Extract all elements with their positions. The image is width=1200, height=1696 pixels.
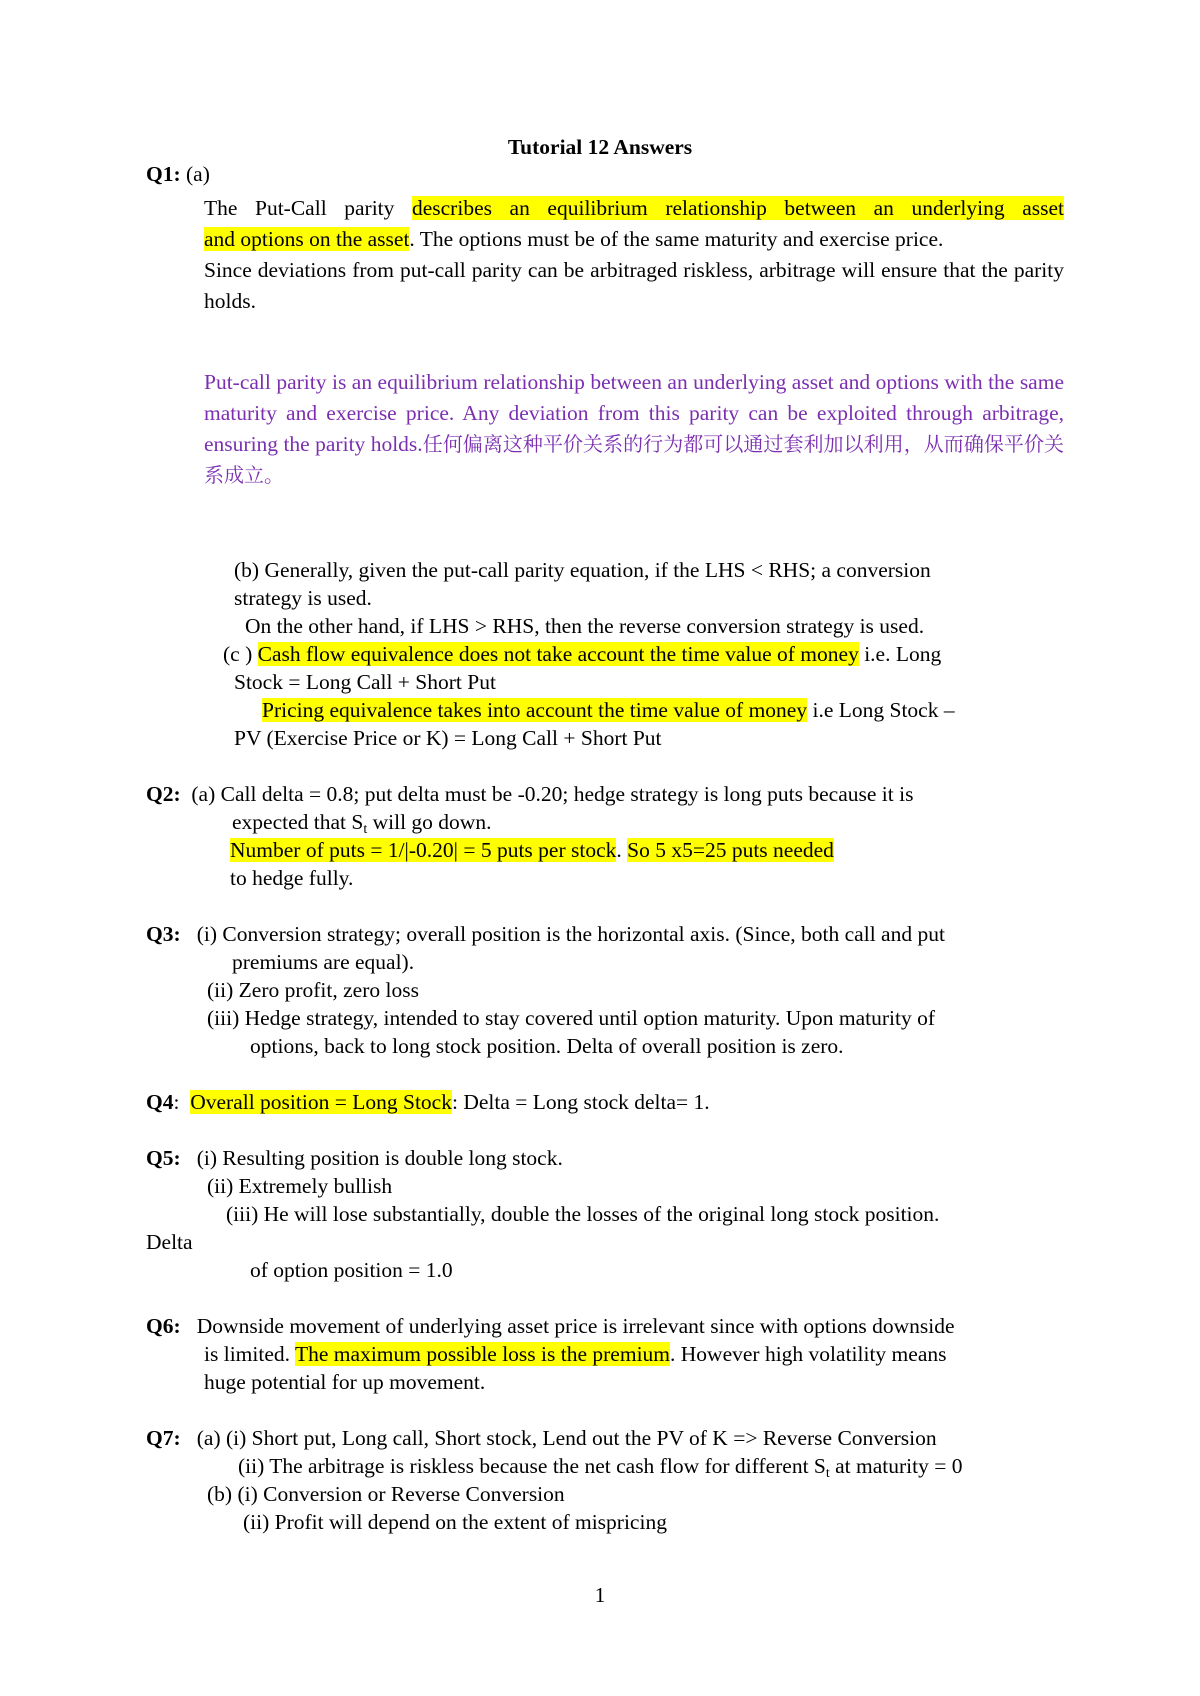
q3-line4: (iii) Hedge strategy, intended to stay covered until option maturity. Upon maturity of [207, 1006, 936, 1030]
q5-line2: (ii) Extremely bullish [207, 1174, 393, 1198]
q5-line1 [146, 1145, 563, 1171]
q1-b-line1: (b) Generally, given the put-call parity equation, if the LHS < RHS; a conversion [234, 558, 931, 582]
q6-line3: huge potential for up movement. [204, 1370, 486, 1394]
q6-line2-pre: is limited. [204, 1342, 295, 1366]
q2-highlight-2: So 5 x5=25 puts needed [627, 838, 834, 862]
q6-line2-post: . However high volatility means [670, 1342, 947, 1366]
q1-c-highlight: Cash flow equivalence does not take account the time value of money [257, 642, 859, 666]
q2-line1 [146, 781, 913, 807]
q1-b-line3: On the other hand, if LHS > RHS, then the reverse conversion strategy is used. [245, 614, 925, 638]
q1-c-line2: Stock = Long Call + Short Put [234, 670, 496, 694]
q2-highlight-1: Number of puts = 1/|-0.20| = 5 puts per stock [230, 838, 617, 862]
q1-c-pre: (c ) [223, 642, 258, 666]
q2-line2 [232, 809, 491, 835]
q7-text-1: (a) (i) Short put, Long call, Short stock, Lend out the PV of K => Reverse Conversion [196, 1426, 937, 1450]
q6-text-1: Downside movement of underlying asset price is irrelevant since with options downside [196, 1314, 955, 1338]
q1-b-line2: strategy is used. [234, 586, 372, 610]
q5-line3: (iii) He will lose substantially, double the losses of the original long stock position. [226, 1202, 940, 1226]
q7-line2-sub: t [825, 1466, 830, 1481]
q2-text-1: (a) Call delta = 0.8; put delta must be -0.20; hedge strategy is long puts because it is [191, 782, 914, 806]
q2-line2-post: will go down. [367, 810, 492, 834]
q3-line2: premiums are equal). [232, 950, 415, 974]
q1-c-line3 [262, 697, 955, 723]
q7-line4: (ii) Profit will depend on the extent of mispricing [243, 1510, 667, 1534]
q3-text-1: (i) Conversion strategy; overall position is the horizontal axis. (Since, both call and put [196, 922, 945, 946]
q1-heading [146, 161, 210, 187]
q7-line3: (b) (i) Conversion or Reverse Conversion [207, 1482, 565, 1506]
q5-label: Q5: [146, 1146, 181, 1170]
q1-p1-post: . The options must be of the same maturity and exercise price. [409, 227, 944, 251]
q1-para-rest: Since deviations from put-call parity can be arbitraged riskless, arbitrage will ensure that the parity holds. [204, 258, 1064, 313]
q4-highlight: Overall position = Long Stock [190, 1090, 452, 1114]
q7-label: Q7: [146, 1426, 181, 1450]
q6-line1 [146, 1313, 954, 1339]
q1-c-post: i.e. Long [858, 642, 942, 666]
q6-label: Q6: [146, 1314, 181, 1338]
q7-line2 [238, 1453, 963, 1479]
q5-line4: Delta [146, 1230, 193, 1254]
q2-line3 [230, 837, 834, 863]
q2-mid: . [616, 838, 628, 862]
q5-text-1: (i) Resulting position is double long stock. [196, 1146, 563, 1170]
q1-para-line1 [204, 193, 1064, 224]
q1-note-en: Put-call parity is an equilibrium relationship between an underlying asset and options with the same maturity and exercise price. Any deviation from this parity can be exploited through arbitrage, ensuring the parity holds. [204, 370, 1064, 456]
q1-c-highlight-2: Pricing equivalence takes into account the time value of money [262, 698, 808, 722]
q6-line2 [204, 1341, 947, 1367]
q2-label: Q2: [146, 782, 181, 806]
q4-post: : Delta = Long stock delta= 1. [451, 1090, 710, 1114]
q1-para-line2 [204, 224, 943, 255]
q5-line5: of option position = 1.0 [250, 1258, 453, 1282]
page-number: 1 [594, 1583, 606, 1607]
q1-c-post-2: i.e Long Stock – [807, 698, 955, 722]
q4-line [146, 1089, 710, 1115]
q1-c-line1 [223, 641, 941, 667]
q4-colon: : [173, 1090, 191, 1114]
q1-part-a: (a) [186, 162, 210, 186]
q7-line2-pre: (ii) The arbitrage is riskless because the net cash flow for different S [238, 1454, 826, 1478]
q1-p1-highlight-1: describes an equilibrium relationship between an underlying asset [411, 196, 1064, 220]
q1-p1-pre: The Put-Call parity [204, 196, 412, 220]
q3-line3: (ii) Zero profit, zero loss [207, 978, 419, 1002]
q6-highlight: The maximum possible loss is the premium [295, 1342, 671, 1366]
q1-p1-highlight-2: and options on the asset [204, 227, 410, 251]
page-title: Tutorial 12 Answers [507, 135, 693, 159]
q1-c-line4: PV (Exercise Price or K) = Long Call + Short Put [234, 726, 662, 750]
q3-line1 [146, 921, 945, 947]
q3-label: Q3: [146, 922, 181, 946]
q1-label: Q1: [146, 162, 181, 186]
q3-line5: options, back to long stock position. Delta of overall position is zero. [250, 1034, 844, 1058]
q2-line2-pre: expected that S [232, 810, 364, 834]
q7-line1 [146, 1425, 937, 1451]
q7-line2-post: at maturity = 0 [829, 1454, 963, 1478]
q1-note-cn: 任何偏离这种平价关系的行为都可以通过套利加以利用，从而确保平价关系成立。 [204, 432, 1064, 487]
q1-note [204, 367, 1064, 491]
q4-label: Q4 [146, 1090, 174, 1114]
q2-line2-sub: t [363, 822, 368, 837]
q2-line4: to hedge fully. [230, 866, 354, 890]
